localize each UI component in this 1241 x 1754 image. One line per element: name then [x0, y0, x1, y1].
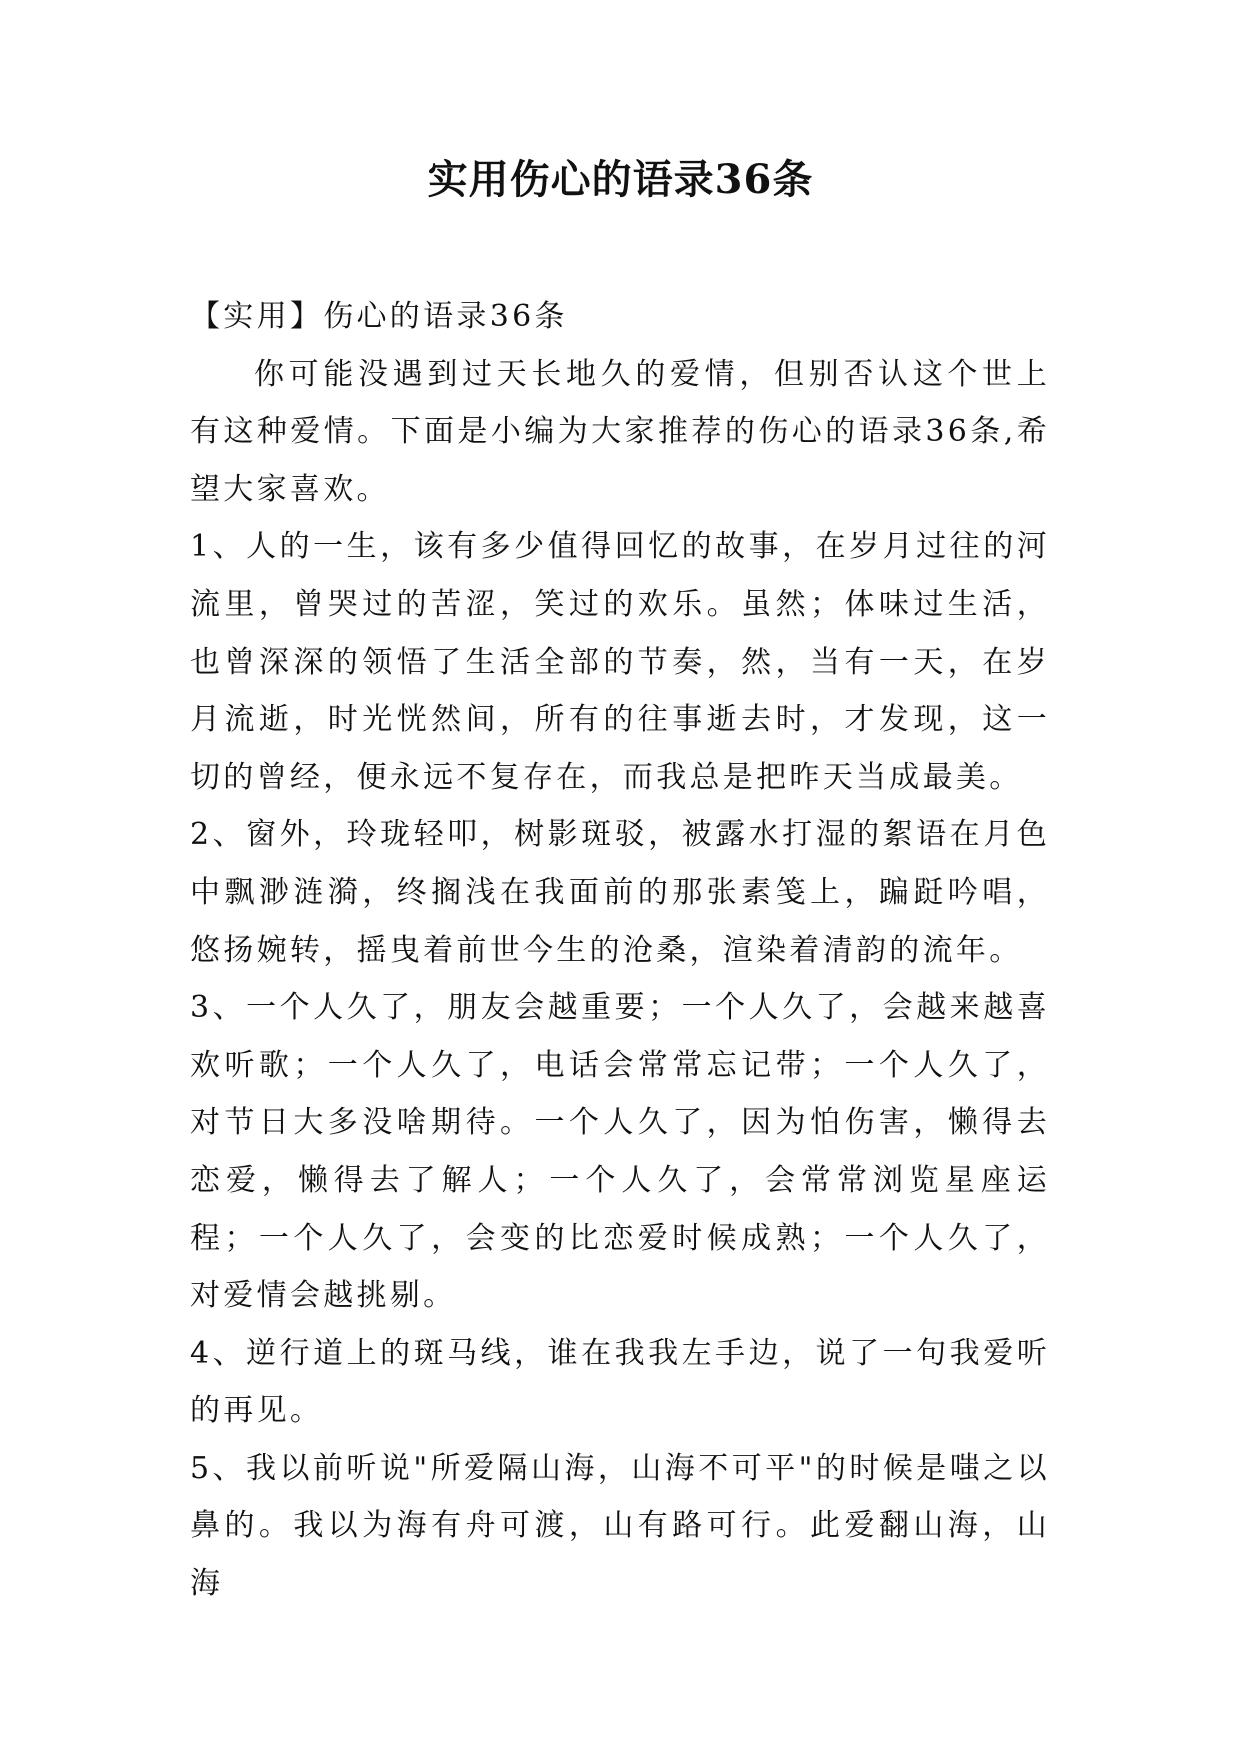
list-item-2: 2、窗外，玲珑轻叩，树影斑驳，被露水打湿的絮语在月色中飘渺涟漪，终搁浅在我面前的那张素笺上，蹁跹吟唱，悠扬婉转，摇曳着前世今生的沧桑，渲染着清韵的流年。	[190, 817, 1050, 968]
list-item-5: 5、我以前听说"所爱隔山海，山海不可平"的时候是嗤之以鼻的。我以为海有舟可渡，山有路可行。此爱翻山海，山海	[190, 1450, 1050, 1602]
list-item-3: 3、一个人久了，朋友会越重要；一个人久了，会越来越喜欢听歌；一个人久了，电话会常常忘记带；一个人久了，对节日大多没啥期待。一个人久了，因为怕伤害，懒得去恋爱，懒得去了解人；一个人久了，会常常浏览星座运程；一个人久了，会变的比恋爱时候成熟；一个人久了，对爱情会越挑剔。	[190, 990, 1050, 1314]
list-item-4: 4、逆行道上的斑马线，谁在我我左手边，说了一句我爱听的再见。	[190, 1335, 1050, 1429]
document-body	[190, 288, 1050, 1613]
document-subtitle: 【实用】伤心的语录36条	[190, 299, 568, 334]
list-item-1: 1、人的一生，该有多少值得回忆的故事，在岁月过往的河流里，曾哭过的苦涩，笑过的欢乐。虽然；体味过生活，也曾深深的领悟了生活全部的节奏，然，当有一天，在岁月流逝，时光恍然间，所有的往事逝去时，才发现，这一切的曾经，便永远不复存在，而我总是把昨天当成最美。	[190, 529, 1050, 795]
document-title: 实用伤心的语录36条	[427, 156, 814, 203]
intro-paragraph: 你可能没遇到过天长地久的爱情，但别否认这个世上有这种爱情。下面是小编为大家推荐的伤心的语录36条,希望大家喜欢。	[190, 356, 1050, 507]
